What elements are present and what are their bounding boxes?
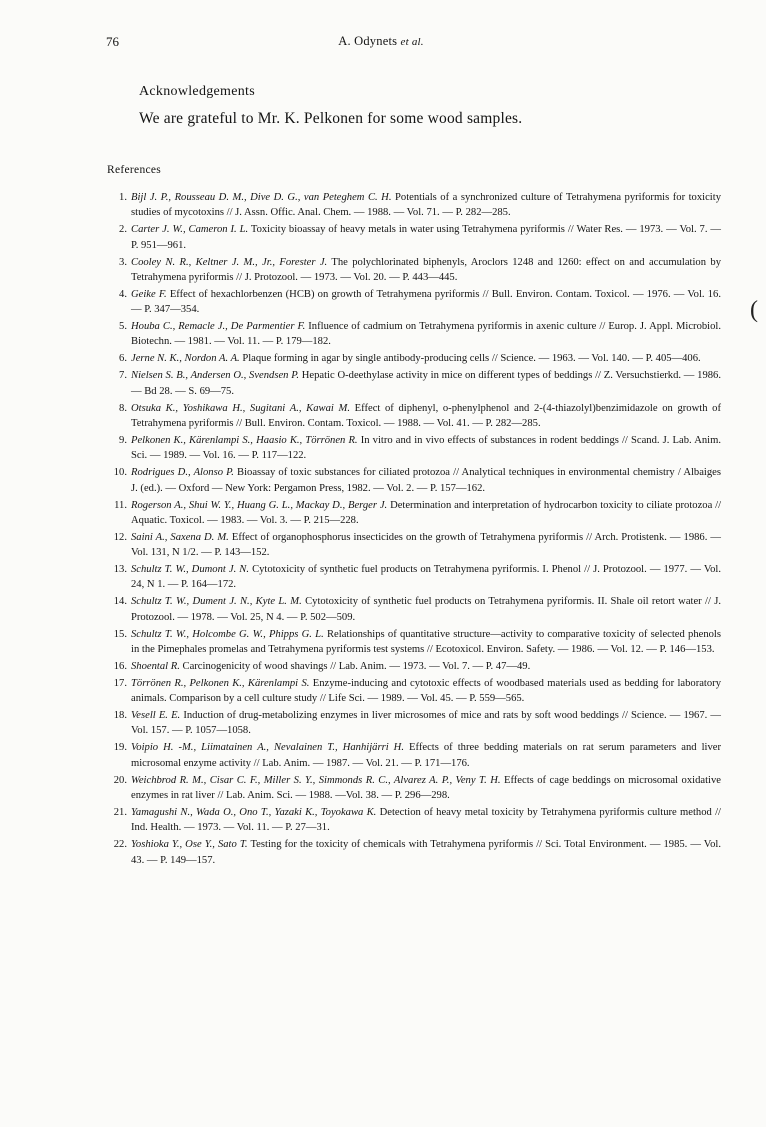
running-head-etal: et al. <box>400 36 424 48</box>
reference-item <box>107 401 721 432</box>
reference-authors: Rodrigues D., Alonso P. <box>131 467 234 479</box>
reference-item <box>107 287 721 318</box>
reference-number: 21. <box>113 807 127 819</box>
reference-number: 19. <box>113 742 127 754</box>
reference-text: Induction of drug-metabolizing enzymes in liver microsomes of mice and rats by soft wood beddings // Science. — 1967. — Vol. 157. — P. 1057—1058. <box>131 710 721 737</box>
reference-authors: Rogerson A., Shui W. Y., Huang G. L., Mackay D., Berger J. <box>131 499 388 511</box>
reference-item <box>107 319 721 350</box>
reference-number: 6. <box>119 353 127 365</box>
reference-number: 16. <box>113 660 127 672</box>
reference-authors: Schultz T. W., Holcombe G. W., Phipps G. L. <box>131 628 324 640</box>
reference-text: Cytotoxicity of synthetic fuel products on Tetrahymena pyriformis. I. Phenol // J. Protozool. — 1977. — Vol. 24, N 1. — P. 164—172. <box>131 564 721 591</box>
reference-number: 5. <box>119 321 127 333</box>
reference-authors: Carter J. W., Cameron I. L. <box>131 224 249 236</box>
reference-authors: Nielsen S. B., Andersen O., Svendsen P. <box>131 370 299 382</box>
reference-number: 10. <box>113 467 127 479</box>
reference-text: Plaque forming in agar by single antibody-producing cells // Science. — 1963. — Vol. 140. — P. 405—406. <box>242 353 701 365</box>
reference-number: 13. <box>113 564 127 576</box>
reference-number: 22. <box>113 839 127 851</box>
reference-number: 17. <box>113 677 127 689</box>
reference-number: 3. <box>119 256 127 268</box>
reference-item <box>107 433 721 464</box>
reference-item <box>107 351 721 366</box>
reference-authors: Cooley N. R., Keltner J. M., Jr., Forester J. <box>131 256 328 268</box>
reference-number: 20. <box>113 774 127 786</box>
reference-item <box>107 368 721 399</box>
references-list <box>107 190 721 870</box>
reference-number: 2. <box>119 224 127 236</box>
reference-item <box>107 659 721 674</box>
reference-text: Detection of heavy metal toxicity by Tetrahymena pyriformis culture method // Ind. Health. — 1973. — Vol. 11. — P. 27—31. <box>131 807 721 834</box>
reference-text: In vitro and in vivo effects of substances in rodent beddings // Scand. J. Lab. Anim. Sci. — 1989. — Vol. 16. — P. 117—122. <box>131 434 721 462</box>
reference-number: 18. <box>113 710 127 722</box>
reference-number: 8. <box>119 402 127 414</box>
reference-item <box>107 222 721 253</box>
reference-item <box>107 676 721 707</box>
reference-authors: Saini A., Saxena D. M. <box>131 531 229 543</box>
reference-text: Effect of diphenyl, o-phenylphenol and 2-(4-thiazolyl)benzimidazole on growth of Tetrahymena pyriformis // Bull. Environ. Contam. Toxicol. — 1988. — Vol. 41. — P. 282—285. <box>131 402 721 429</box>
reference-item <box>107 465 721 496</box>
reference-text: Enzyme-inducing and cytotoxic effects of woodbased materials used as bedding for laboratory animals. Comparison by a cell culture study // Life Sci. — 1989. — Vol. 45. — P. 559—565. <box>131 677 721 705</box>
reference-authors: Jerne N. K., Nordon A. A. <box>131 353 240 365</box>
reference-item <box>107 594 721 625</box>
reference-authors: Vesell E. E. <box>131 710 181 722</box>
reference-authors: Weichbrod R. M., Cisar C. F., Miller S. Y., Simmonds R. C., Alvarez A. P., Veny T. H. <box>131 774 501 786</box>
reference-item <box>107 837 721 868</box>
reference-authors: Yamagushi N., Wada O., Ono T., Yazaki K., Toyokawa K. <box>131 807 377 819</box>
reference-text: Potentials of a synchronized culture of Tetrahymena pyriformis for toxicity studies of mycotoxins // J. Assn. Offic. Anal. Chem. — 1988. — Vol. 71. — P. 282—285. <box>131 192 721 219</box>
reference-authors: Bijl J. P., Rousseau D. M., Dive D. G., van Peteghem C. H. <box>131 192 392 203</box>
reference-item <box>107 773 721 804</box>
page-header <box>106 34 656 54</box>
reference-item <box>107 805 721 836</box>
acknowledgements-text: We are grateful to Mr. K. Pelkonen for some wood samples. <box>139 110 523 127</box>
reference-authors: Yoshioka Y., Ose Y., Sato T. <box>131 839 248 851</box>
acknowledgements-heading: Acknowledgements <box>139 84 255 99</box>
margin-mark: ( <box>750 297 758 323</box>
reference-text: Hepatic O-deethylase activity in mice on different types of beddings // Z. Versuchstierkd. — 1986. — Bd 28. — S. 69—75. <box>131 370 721 397</box>
reference-number: 14. <box>113 596 127 608</box>
reference-authors: Voipio H. -M., Liimatainen A., Nevalainen T., Hanhijärri H. <box>131 742 404 754</box>
reference-text: Determination and interpretation of hydrocarbon toxicity to ciliate protozoa // Aquatic. Toxicol. — 1983. — Vol. 3. — P. 215—228. <box>131 499 722 526</box>
running-head <box>106 34 656 49</box>
reference-text: Relationships of quantitative structure—activity to comparative toxicity of selected phenols in the Pimephales promelas and Tetrahymena pyriformis test systems // Ecotoxicol. Environ. Safety. — 1986. — Vol. 12. — P. 146—153. <box>131 628 721 655</box>
reference-item <box>107 708 721 739</box>
page-number: 76 <box>106 34 119 49</box>
reference-item <box>107 627 721 658</box>
reference-authors: Otsuka K., Yoshikawa H., Sugitani A., Kawai M. <box>131 402 350 414</box>
reference-text: Effects of three bedding materials on rat serum parameters and liver microsomal enzyme activity // Lab. Anim. — 1987. — Vol. 21. — P. 171—176. <box>131 742 722 769</box>
reference-item <box>107 190 721 221</box>
reference-authors: Pelkonen K., Kärenlampi S., Haasio K., Törrönen R. <box>131 434 358 446</box>
reference-item <box>107 498 721 529</box>
reference-text: Effects of cage beddings on microsomal oxidative enzymes in rat liver // Lab. Anim. Sci. — 1988. —Vol. 38. — P. 296—298. <box>131 774 721 802</box>
reference-authors: Houba C., Remacle J., De Parmentier F. <box>131 321 306 333</box>
reference-item <box>107 562 721 593</box>
reference-text: The polychlorinated biphenyls, Aroclors 1248 and 1260: effect on and accumulation by Tetrahymena pyriformis // J. Protozool. — 1973. — Vol. 20. — P. 443—445. <box>131 256 721 283</box>
reference-item <box>107 740 721 771</box>
reference-authors: Schultz T. W., Dument J. N., Kyte L. M. <box>131 596 302 608</box>
running-head-author: A. Odynets <box>338 34 398 48</box>
reference-number: 12. <box>113 531 127 543</box>
reference-text: Carcinogenicity of wood shavings // Lab. Anim. — 1973. — Vol. 7. — P. 47—49. <box>182 660 531 672</box>
reference-text: Cytotoxicity of synthetic fuel products on Tetrahymena pyriformis. II. Shale oil retort water // J. Protozool. — 1978. — Vol. 25, N 4. — P. 502—509. <box>131 596 722 623</box>
reference-text: Toxicity bioassay of heavy metals in water using Tetrahymena pyriformis // Water Res. — 1973. — Vol. 7. — P. 951—961. <box>131 224 721 251</box>
reference-number: 9. <box>119 434 127 446</box>
reference-authors: Geike F. <box>131 288 167 300</box>
reference-item <box>107 255 721 286</box>
reference-authors: Törrönen R., Pelkonen K., Kärenlampi S. <box>131 677 310 689</box>
reference-number: 15. <box>113 628 127 640</box>
reference-authors: Schultz T. W., Dumont J. N. <box>131 564 249 576</box>
reference-item <box>107 530 721 561</box>
reference-text: Influence of cadmium on Tetrahymena pyriformis in axenic culture // Europ. J. Appl. Microbiol. Biotechn. — 1981. — Vol. 11. — P. 179—182. <box>131 321 721 348</box>
reference-text: Testing for the toxicity of chemicals with Tetrahymena pyriformis // Sci. Total Environment. — 1985. — Vol. 43. — P. 149—157. <box>131 839 721 866</box>
references-heading: References <box>107 164 162 176</box>
reference-text: Effect of hexachlorbenzen (HCB) on growth of Tetrahymena pyriformis // Bull. Environ. Contam. Toxicol. — 1976. — Vol. 16. — P. 347—354. <box>131 288 721 316</box>
reference-text: Bioassay of toxic substances for ciliated protozoa // Analytical techniques in environmental chemistry / Albaiges J. (ed.). — Oxford — New York: Pergamon Press, 1982. — Vol. 2. — P. 157—162. <box>131 467 721 494</box>
reference-number: 7. <box>119 370 127 382</box>
reference-text: Effect of organophosphorus insecticides on the growth of Tetrahymena pyriformis // Arch. Protistenk. — 1986. — Vol. 131, N 1/2. — P. 143—152. <box>131 531 721 559</box>
reference-number: 11. <box>114 499 127 511</box>
reference-authors: Shoental R. <box>131 660 180 672</box>
reference-number: 1. <box>119 192 127 203</box>
reference-number: 4. <box>119 288 127 300</box>
